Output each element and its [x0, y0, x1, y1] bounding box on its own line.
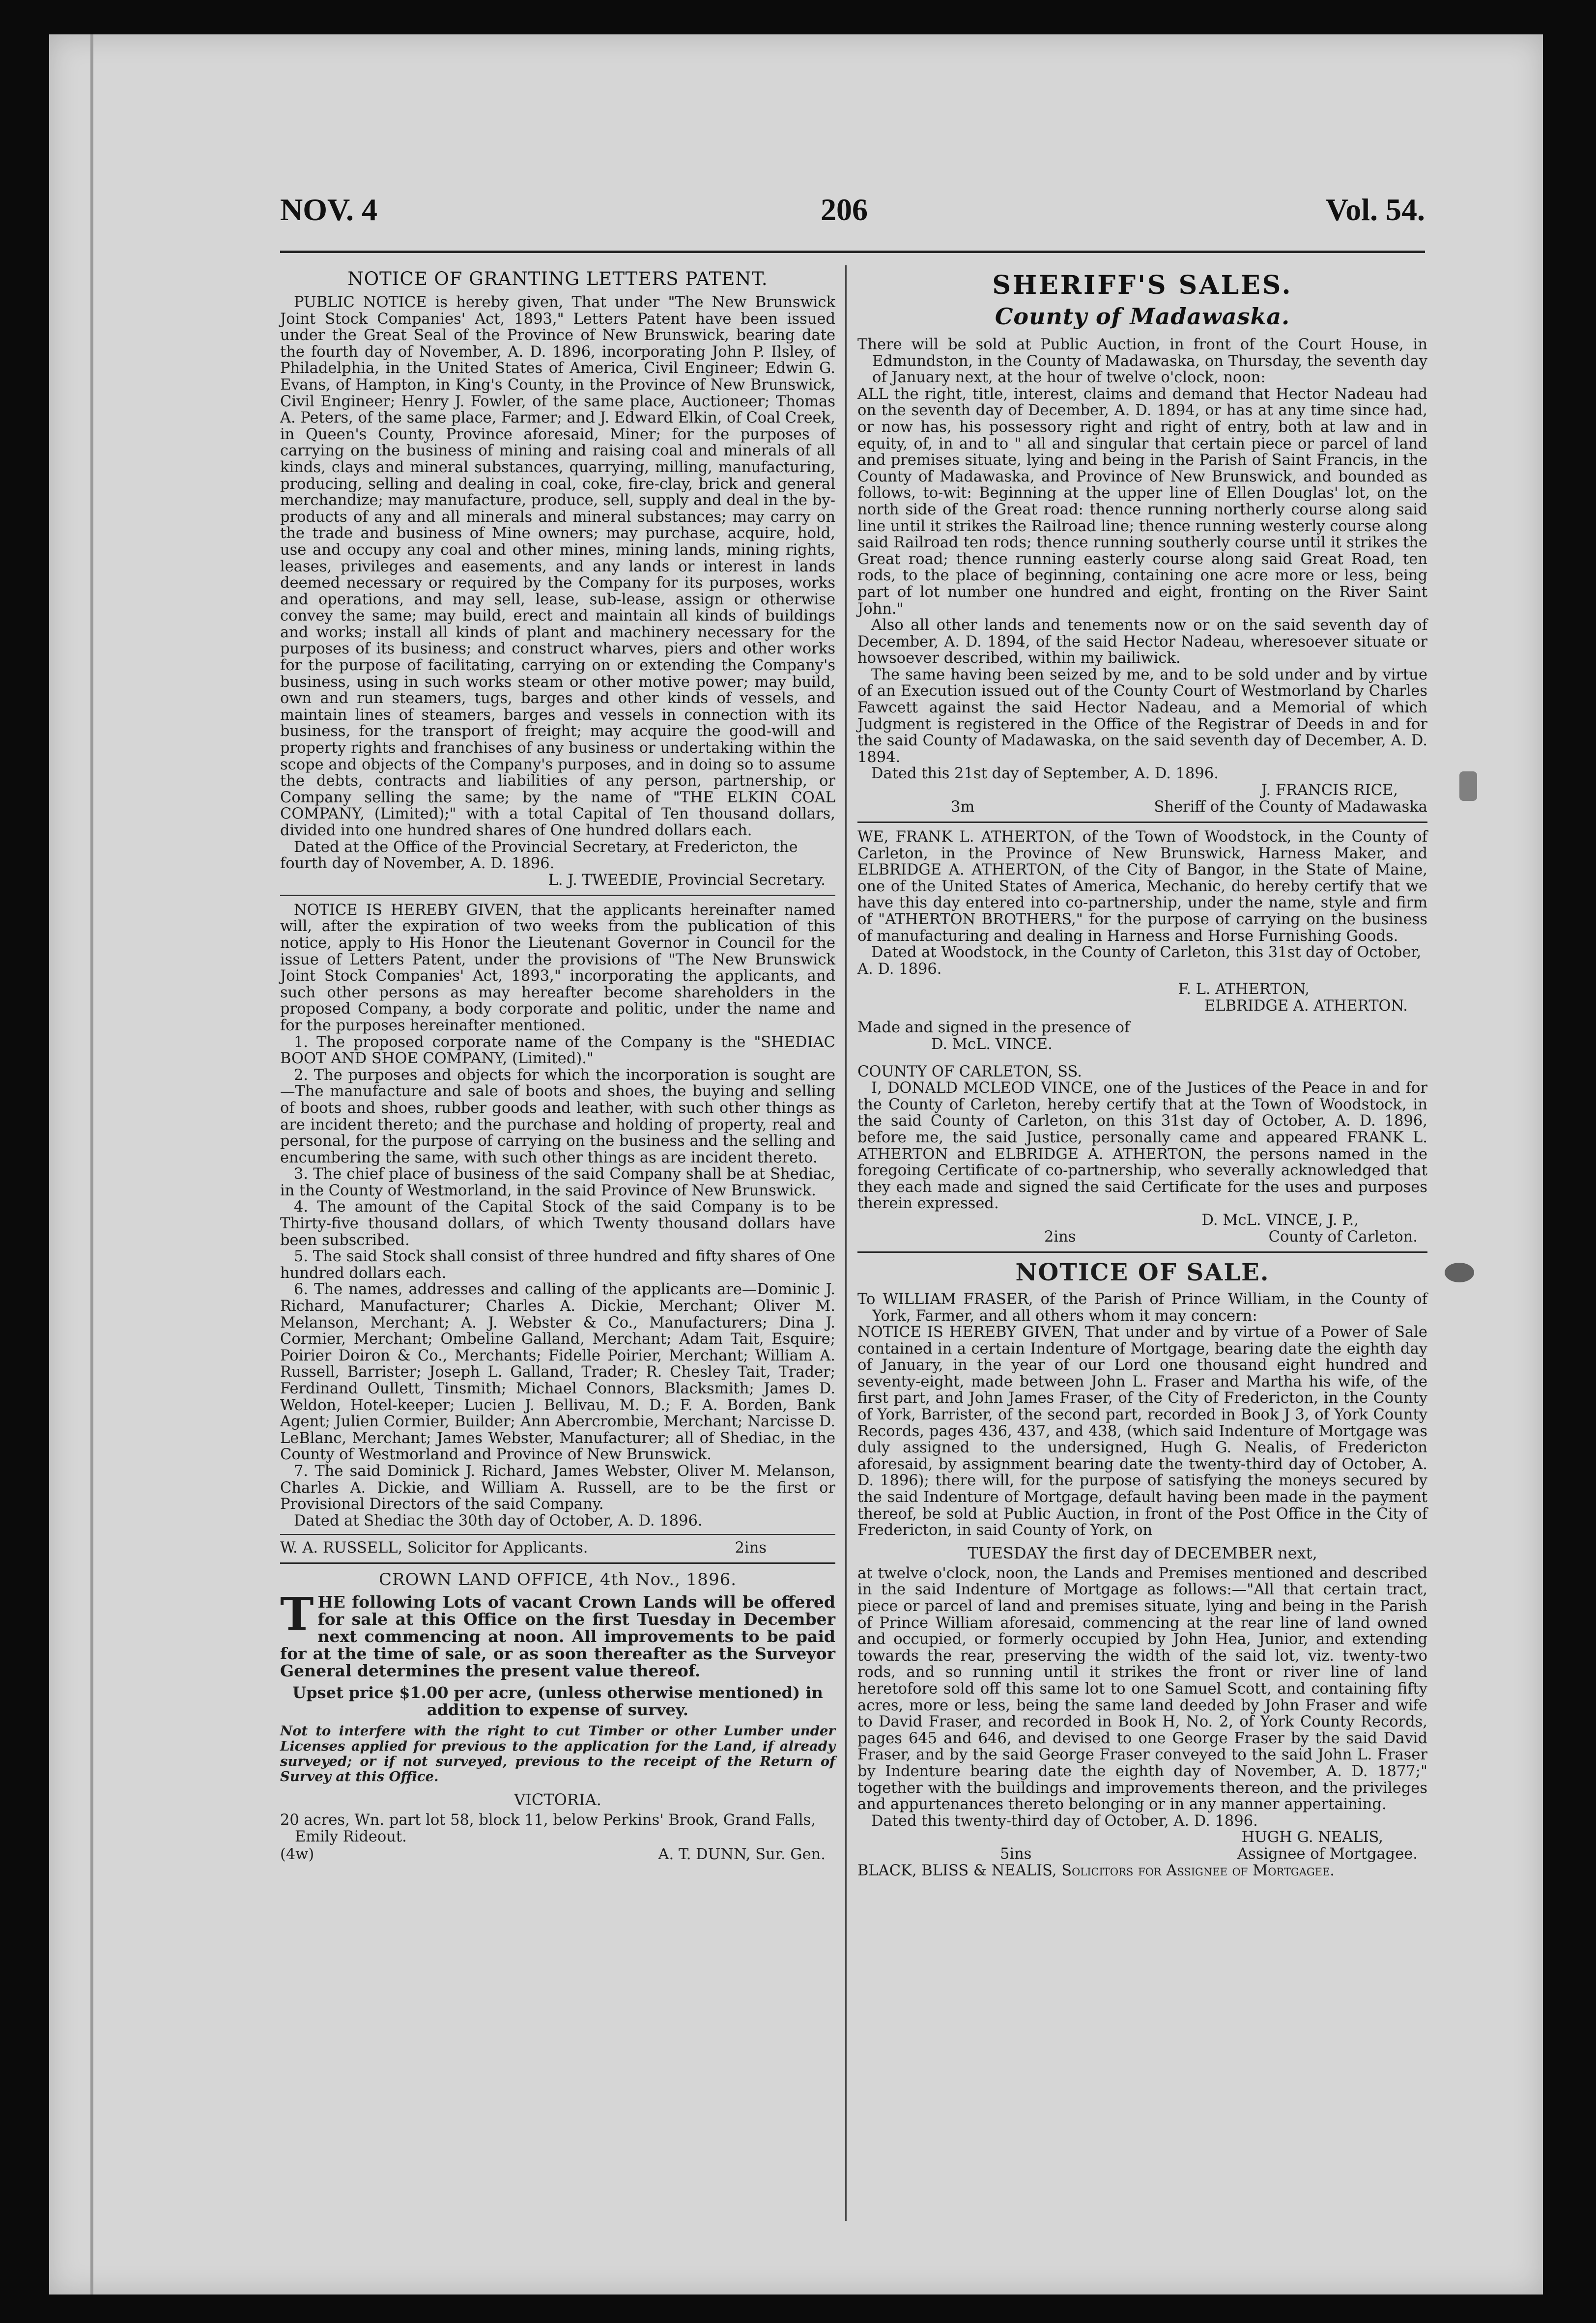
- surveyor-general-signature: A. T. DUNN, Sur. Gen.: [658, 1846, 826, 1864]
- sheriff-ins: 3m: [951, 798, 975, 816]
- sale-date: TUESDAY the first day of DECEMBER next,: [968, 1543, 1317, 1562]
- jp-signature-row: [857, 1229, 1427, 1246]
- crown-land-notice: [280, 1570, 835, 1863]
- atherton-presence: Made and signed in the presence of: [857, 1019, 1130, 1037]
- letters-patent-signature: L. J. TWEEDIE, Provincial Secretary.: [548, 871, 826, 889]
- crown-land-body: [280, 1587, 835, 1681]
- sheriff-body: ALL the right, title, interest, claims and demand that Hector Nadeau had on the seventh day of December, A. D. 1894, or has at any time since had, or now has, his possessory right and right of entry, both at law and in equity, of, in and to " all and singular that certain piece or parcel of land and premises situate, lying and being in the Parish of Saint Francis, in the County of Madawaska, and Province of New Brunswick, and bounded as follows, to-wit: Beginning at the upper line of Ellen Douglas' lot, on the north side of the Great road: thence running northerly course along said line until it strikes the Railroad line; thence running westerly course along said Railroad ten rods; thence running southerly course until it strikes the Great road; thence running easterly course along said Great Road, ten rods, to the place of beginning, containing one acre more or less, being part of lot number one hundred and eight, fronting on the River Saint John.": [857, 385, 1427, 618]
- shediac-notice: [280, 902, 835, 1557]
- right-column: [857, 265, 1427, 2231]
- sheriff-dated: Dated this 21st day of September, A. D. 1896.: [871, 765, 1219, 783]
- drop-cap: T: [280, 1587, 314, 1641]
- nealis-signature: HUGH G. NEALIS,: [1241, 1829, 1383, 1846]
- notice-of-sale-title: NOTICE OF SALE.: [1015, 1258, 1270, 1286]
- shediac-item-5: 5. The said Stock shall consist of three hundred and fifty shares of One hundred dollars each.: [280, 1248, 835, 1282]
- page-header: [280, 192, 1425, 246]
- shediac-ins: 2ins: [735, 1539, 767, 1557]
- notice-of-sale-to: To WILLIAM FRASER, of the Parish of Prince William, in the County of York, Farmer, and all others whom it may concern:: [857, 1290, 1427, 1325]
- notice-of-sale-body-2: at twelve o'clock, noon, the Lands and Premises mentioned and described in the said Indenture of Mortgage as follows:—"All that certain tract, piece or parcel of land and premises situate, lying and being in the Parish of Prince William aforesaid, commencing at the rear line of land owned and occupied, or formerly occupied by John Hea, Junior, and extending towards the rear, preserving the width of the said lot, viz. twenty-two rods, and so running until it strikes the front or river line of land heretofore sold off this same lot to one Samuel Scott, and containing fifty acres, more or less, being the same land deeded by John Fraser and wife to David Fraser, and recorded in Book H, No. 2, of York County Records, pages 645 and 646, and devised to one George Fraser by the said David Fraser, and by the said George Fraser conveyed to the said John L. Fraser by Indenture bearing date the eighth day of November, A. D. 1877;" together with the buildings and improvements thereon, and the privileges and appurtenances thereto belonging or in any manner appertaining.: [857, 1564, 1427, 1813]
- shediac-intro: NOTICE IS HEREBY GIVEN, that the applicants hereinafter named will, after the expiration of two weeks from the publication of this notice, apply to His Honor the Lieutenant Governor in Council for the issue of Letters Patent, under the provisions of "The New Brunswick Joint Stock Companies' Act, 1893," incorporating the applicants, and such other persons as may hereafter become shareholders in the proposed Company, a body corporate and politic, under the name and for the purposes hereinafter mentioned.: [280, 901, 835, 1034]
- atherton-signature-2: ELBRIDGE A. ATHERTON.: [1204, 997, 1408, 1015]
- letters-patent-title: NOTICE OF GRANTING LETTERS PATENT.: [347, 268, 768, 289]
- jp-certificate: I, DONALD MCLEOD VINCE, one of the Justices of the Peace in and for the County of Carleton, hereby certify that at the Town of Woodstock, in the said County of Carleton, on this 31st day of October, A. D. 1896, before me, the said Justice, personally came and appeared FRANK L. ATHERTON and ELBRIDGE A. ATHERTON, the persons named in the foregoing Certificate of co-partnership, who severally acknowledged that they each made and signed the said Certificate for the uses and purposes therein expressed.: [857, 1079, 1427, 1213]
- sheriff-sales-title: SHERIFF'S SALES.: [992, 270, 1293, 300]
- section-rule: [280, 895, 835, 896]
- atherton-witness: D. McL. VINCE.: [931, 1035, 1053, 1053]
- county-title: County of Madawaska.: [995, 303, 1290, 330]
- sheriff-seized: The same having been seized by me, and to be sold under and by virtue of an Execution issued out of the County Court of Westmorland by Charles Fawcett against the said Hector Nadeau, and a Memorial of which Judgment is registered in the Office of the Registrar of Deeds in and for the said County of Madawaska, on the said seventh day of December, A. D. 1894.: [857, 666, 1427, 766]
- notice-of-sale-dated: Dated this twenty-third day of October, A. D. 1896.: [871, 1812, 1258, 1830]
- county-of-carleton: COUNTY OF CARLETON, SS.: [857, 1063, 1082, 1080]
- atherton-dated: Dated at Woodstock, in the County of Carleton, this 31st day of October, A. D. 1896.: [857, 944, 1422, 978]
- sheriff-signature-name: J. FRANCIS RICE,: [1261, 782, 1398, 799]
- shediac-signature-row: [280, 1540, 835, 1557]
- shediac-solicitor: W. A. RUSSELL, Solicitor for Applicants.: [280, 1539, 588, 1557]
- binding-margin-line: [90, 34, 93, 2295]
- jp-signature: D. McL. VINCE, J. P.,: [1201, 1211, 1359, 1229]
- notice-of-sale-ins: 5ins: [1000, 1845, 1032, 1863]
- jp-county: County of Carleton.: [1268, 1228, 1418, 1246]
- letters-patent-body: PUBLIC NOTICE is hereby given, That under "The New Brunswick Joint Stock Companies' Act, 1893," Letters Patent have been issued under the Great Seal of the Province of New Brunswick, bearing date the fourth day of November, A. D. 1896, incorporating John P. Ilsley, of Philadelphia, in the United States of America, Civil Engineer; Edwin G. Evans, of Hampton, in King's County, in the Province of New Brunswick, Civil Engineer; Henry J. Fowler, of the same place, Auctioneer; Thomas A. Peters, of the same place, Farmer; and J. Edward Elkin, of Coal Creek, in Queen's County, Province aforesaid, Miner; for the purposes of carrying on the business of mining and raising coal and minerals of all kinds, clays and mineral substances, quarrying, milling, manufacturing, producing, selling and dealing in coal, coke, fire-clay, brick and general merchandize; may manufacture, produce, sell, supply and deal in the by-products of any and all minerals and mineral substances; may carry on the trade and business of Mine owners; may purchase, acquire, hold, use and occupy any coal and other mines, mining lands, mining rights, leases, privileges and easements, and any lands or interest in lands deemed necessary or required by the Company for its purposes, works and operations, and may sell, lease, sub-lease, assign or otherwise convey the same; may build, erect and maintain all kinds of buildings and works; install all kinds of plant and machinery necessary for the purposes of its business; and construct wharves, piers and other works for the purpose of facilitating, carrying on or extending the Company's business, using in such works steam or other motive power; may build, own and run steamers, tugs, barges and other kinds of vessels, and maintain lines of steamers, barges and vessels in connection with its business, for the transport of freight; may acquire the good-will and property rights and franchises of any business or undertaking within the scope and objects of the Company's purposes, and in doing so to assume the debts, contracts and liabilities of any person, partnership, or Company selling the same; by the name of "THE ELKIN COAL COMPANY, (Limited);" with a total Capital of Ten thousand dollars, divided into one hundred shares of One hundred dollars each.: [280, 294, 835, 839]
- lot-description: 20 acres, Wn. part lot 58, block 11, below Perkins' Brook, Grand Falls, Emily Rideout.: [280, 1812, 816, 1846]
- header-rule: [280, 251, 1425, 253]
- page-number: 206: [821, 192, 868, 227]
- crown-ins: (4w): [280, 1846, 314, 1864]
- column-divider: [845, 265, 847, 2221]
- shediac-dated: Dated at Shediac the 30th day of October, A. D. 1896.: [294, 1512, 703, 1530]
- county-heading: VICTORIA.: [514, 1790, 601, 1810]
- newspaper-page: [49, 34, 1543, 2295]
- atherton-signature-1: F. L. ATHERTON,: [1178, 981, 1310, 998]
- crown-land-text: HE following Lots of vacant Crown Lands will be offered for sale at this Office on the first Tuesday in December next commencing at noon. All improvements to be paid for at the time of sale, or as soon thereafter as the Surveyor General determines the present value thereof.: [280, 1592, 835, 1681]
- nealis-signature-row: [857, 1846, 1427, 1863]
- section-rule: [857, 1251, 1427, 1253]
- upset-price: Upset price $1.00 per acre, (unless otherwise mentioned) in addition to expense of survey.: [292, 1683, 823, 1720]
- volume-number: Vol. 54.: [1325, 192, 1425, 227]
- section-rule: [857, 822, 1427, 823]
- letters-patent-notice: [280, 268, 835, 889]
- header-date: NOV. 4: [280, 192, 377, 227]
- ink-blot-mark: [1445, 1263, 1474, 1282]
- crown-land-heading: CROWN LAND OFFICE, 4th Nov., 1896.: [378, 1570, 737, 1590]
- shediac-item-1: 1. The proposed corporate name of the Company is the "SHEDIAC BOOT AND SHOE COMPANY, (Limited).": [280, 1033, 835, 1068]
- ink-smudge-mark: [1459, 771, 1477, 801]
- sheriff-intro: There will be sold at Public Auction, in front of the Court House, in Edmundston, in the County of Madawaska, on Thursday, the seventh day of January next, at the hour of twelve o'clock, noon:: [857, 336, 1427, 387]
- shediac-item-3: 3. The chief place of business of the said Company shall be at Shediac, in the County of Westmorland, in the said Province of New Brunswick.: [280, 1165, 835, 1199]
- notice-of-sale-body: NOTICE IS HEREBY GIVEN, That under and by virtue of a Power of Sale contained in a certain Indenture of Mortgage, bearing date the eighth day of January, in the year of our Lord one thousand eight hundred and seventy-eight, made between John L. Fraser and Martha his wife, of the first part, and John James Fraser, of the City of Fredericton, in the County of York, Barrister, of the second part, recorded in Book J 3, of York County Records, pages 436, 437, and 438, (which said Indenture of Mortgage was duly assigned to the undersigned, Hugh G. Nealis, of Fredericton aforesaid, by assignment bearing date the twenty-third day of October, A. D. 1896); there will, for the purpose of satisfying the moneys secured by the said Indenture of Mortgage, default having been made in the payment thereof, be sold at Public Auction, in front of the Post Office in the City of Fredericton, in said County of York, on: [857, 1324, 1427, 1539]
- sheriff-signature-title: Sheriff of the County of Madawaska: [1154, 798, 1427, 816]
- notice-of-sale: [857, 1259, 1427, 1879]
- assignee-label: Assignee of Mortgagee.: [1237, 1845, 1418, 1863]
- section-rule: [280, 1562, 835, 1564]
- atherton-partnership: [857, 829, 1427, 1246]
- jp-ins: 2ins: [1044, 1228, 1076, 1246]
- shediac-item-6: 6. The names, addresses and calling of the applicants are—Dominic J. Richard, Manufacturer; Charles A. Dickie, Merchant; Oliver M. Melanson, Merchant; A. J. Webster & Co., Manufacturers; Dina J. Cormier, Merchant; Ombeline Galland, Merchant; Adam Tait, Esquire; Poirier Doiron & Co., Merchants; Fidelle Poirier, Merchant; William A. Russell, Barrister; Joseph L. Galland, Trader; R. Chesley Tait, Trader; Ferdinand Oullett, Tinsmith; Michael Connors, Blacksmith; James D. Weldon, Hotel-keeper; Lucien J. Bellivau, M. D.; F. A. Borden, Bank Agent; Julien Cormier, Builder; Ann Abercrombie, Merchant; Narcisse D. LeBlanc, Merchant; James Webster, Manufacturer; all of Shediac, in the County of Westmorland and Province of New Brunswick.: [280, 1281, 835, 1464]
- shediac-item-7: 7. The said Dominick J. Richard, James Webster, Oliver M. Melanson, Charles A. Dickie, and William A. Russell, are to be the first or Provisional Directors of the said Company.: [280, 1462, 835, 1513]
- shediac-item-2: 2. The purposes and objects for which the incorporation is sought are—The manufacture and sale of boots and shoes, the buying and selling of boots and shoes, rubber goods and leather, with such other things as are incident thereto; and the purchase and holding of property, real and personal, for the purpose of carrying on the business and the selling and encumbering the same, with such other things as are incident thereto.: [280, 1066, 835, 1166]
- crown-signature-row: [280, 1846, 835, 1863]
- solicitors-line: BLACK, BLISS & NEALIS, Solicitors for Assignee of Mortgagee.: [857, 1862, 1335, 1880]
- sheriff-also: Also all other lands and tenements now or on the said seventh day of December, A. D. 1894, of the said Hector Nadeau, wheresoever situate or howsoever described, within my bailiwick.: [857, 617, 1427, 667]
- timber-note: Not to interfere with the right to cut Timber or other Lumber under Licenses applied for previous to the application for the Land, if already surveyed; or if not surveyed, previous to the receipt of the Return of Survey at this Office.: [280, 1723, 835, 1785]
- left-column: [280, 265, 835, 2231]
- section-rule: [280, 1534, 835, 1535]
- letters-patent-dated: Dated at the Office of the Provincial Secretary, at Fredericton, the fourth day of November, A. D. 1896.: [280, 838, 798, 873]
- shediac-item-4: 4. The amount of the Capital Stock of the said Company is to be Thirty-five thousand dollars, of which Twenty thousand dollars have been subscribed.: [280, 1198, 835, 1249]
- sheriff-signature-row: [857, 799, 1427, 816]
- sheriff-sales: [857, 270, 1427, 816]
- atherton-body: WE, FRANK L. ATHERTON, of the Town of Woodstock, in the County of Carleton, in the Province of New Brunswick, Harness Maker, and ELBRIDGE A. ATHERTON, of the City of Bangor, in the State of Maine, one of the United States of America, Mechanic, do hereby certify that we have this day entered into co-partnership, under the name, style and firm of "ATHERTON BROTHERS," for the purpose of carrying on the business of manufacturing and dealing in Harness and Horse Furnishing Goods.: [857, 828, 1427, 945]
